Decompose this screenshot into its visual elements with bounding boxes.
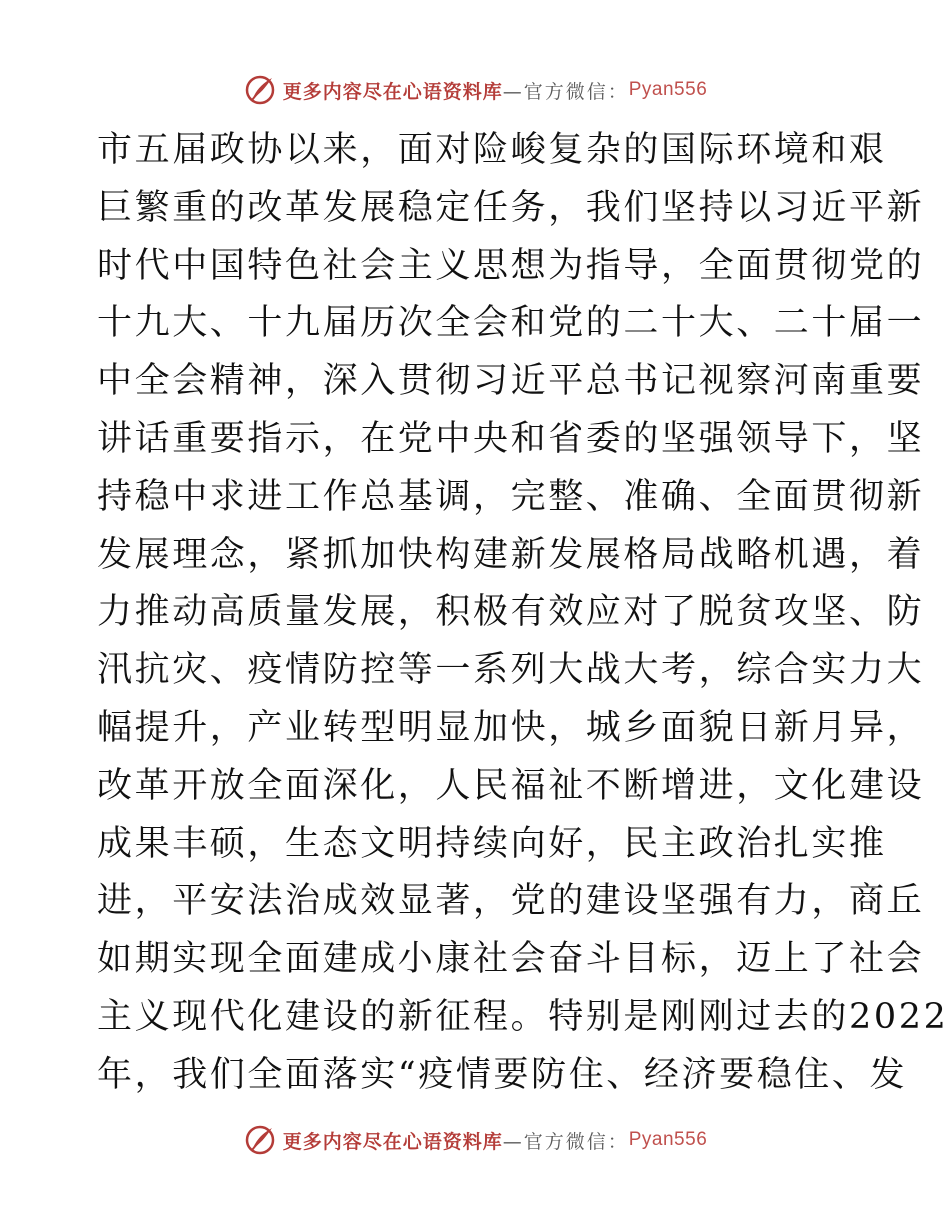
quill-logo-icon <box>243 73 277 107</box>
body-line-10: 汛抗灾、疫情防控等一系列大战大考，综合实力大 <box>97 650 925 691</box>
body-line-8: 发展理念，紧抓加快构建新发展格局战略机遇，着 <box>97 534 925 575</box>
body-line-4: 十九大、十九届历次全会和党的二十大、二十届一 <box>97 303 925 344</box>
body-line-12: 改革开放全面深化，人民福祉不断增进，文化建设 <box>97 765 925 806</box>
body-line-5: 中全会精神，深入贯彻习近平总书记视察河南重要 <box>97 361 925 402</box>
footer-watermark <box>0 1120 950 1160</box>
body-line-1: 市五届政协以来，面对险峻复杂的国际环境和艰 <box>97 130 887 170</box>
body-line-6: 讲话重要指示，在党中央和省委的坚强领导下，坚 <box>97 418 925 459</box>
document-body <box>97 122 949 1105</box>
body-line-3: 时代中国特色社会主义思想为指导，全面贯彻党的 <box>97 245 925 286</box>
watermark-main-text: 更多内容尽在心语资料库 <box>282 1130 503 1153</box>
watermark-wechat-id: Pyan556 <box>628 79 708 100</box>
body-line-7: 持稳中求进工作总基调，完整、准确、全面贯彻新 <box>97 476 925 517</box>
body-line-14: 进，平安法治成效显著，党的建设坚强有力，商丘 <box>97 881 925 922</box>
body-line-17: 年，我们全面落实“疫情要防住、经济要稳住、发 <box>97 1054 908 1095</box>
body-line-2: 巨繁重的改革发展稳定任务，我们坚持以习近平新 <box>97 187 925 228</box>
body-line-16: 主义现代化建设的新征程。特别是刚刚过去的2022 <box>97 996 949 1037</box>
body-line-11: 幅提升，产业转型明显加快，城乡面貌日新月异， <box>97 707 925 748</box>
watermark-main-text: 更多内容尽在心语资料库 <box>282 80 503 103</box>
body-line-15: 如期实现全面建成小康社会奋斗目标，迈上了社会 <box>97 939 925 980</box>
watermark-official-text: —官方微信： <box>502 1130 629 1153</box>
header-watermark <box>0 70 950 110</box>
quill-logo-icon <box>243 1123 277 1157</box>
body-line-9: 力推动高质量发展，积极有效应对了脱贫攻坚、防 <box>97 592 925 633</box>
watermark-official-text: —官方微信： <box>502 80 629 103</box>
watermark-wechat-id: Pyan556 <box>628 1129 708 1150</box>
body-line-13: 成果丰硕，生态文明持续向好，民主政治扎实推 <box>97 823 887 864</box>
